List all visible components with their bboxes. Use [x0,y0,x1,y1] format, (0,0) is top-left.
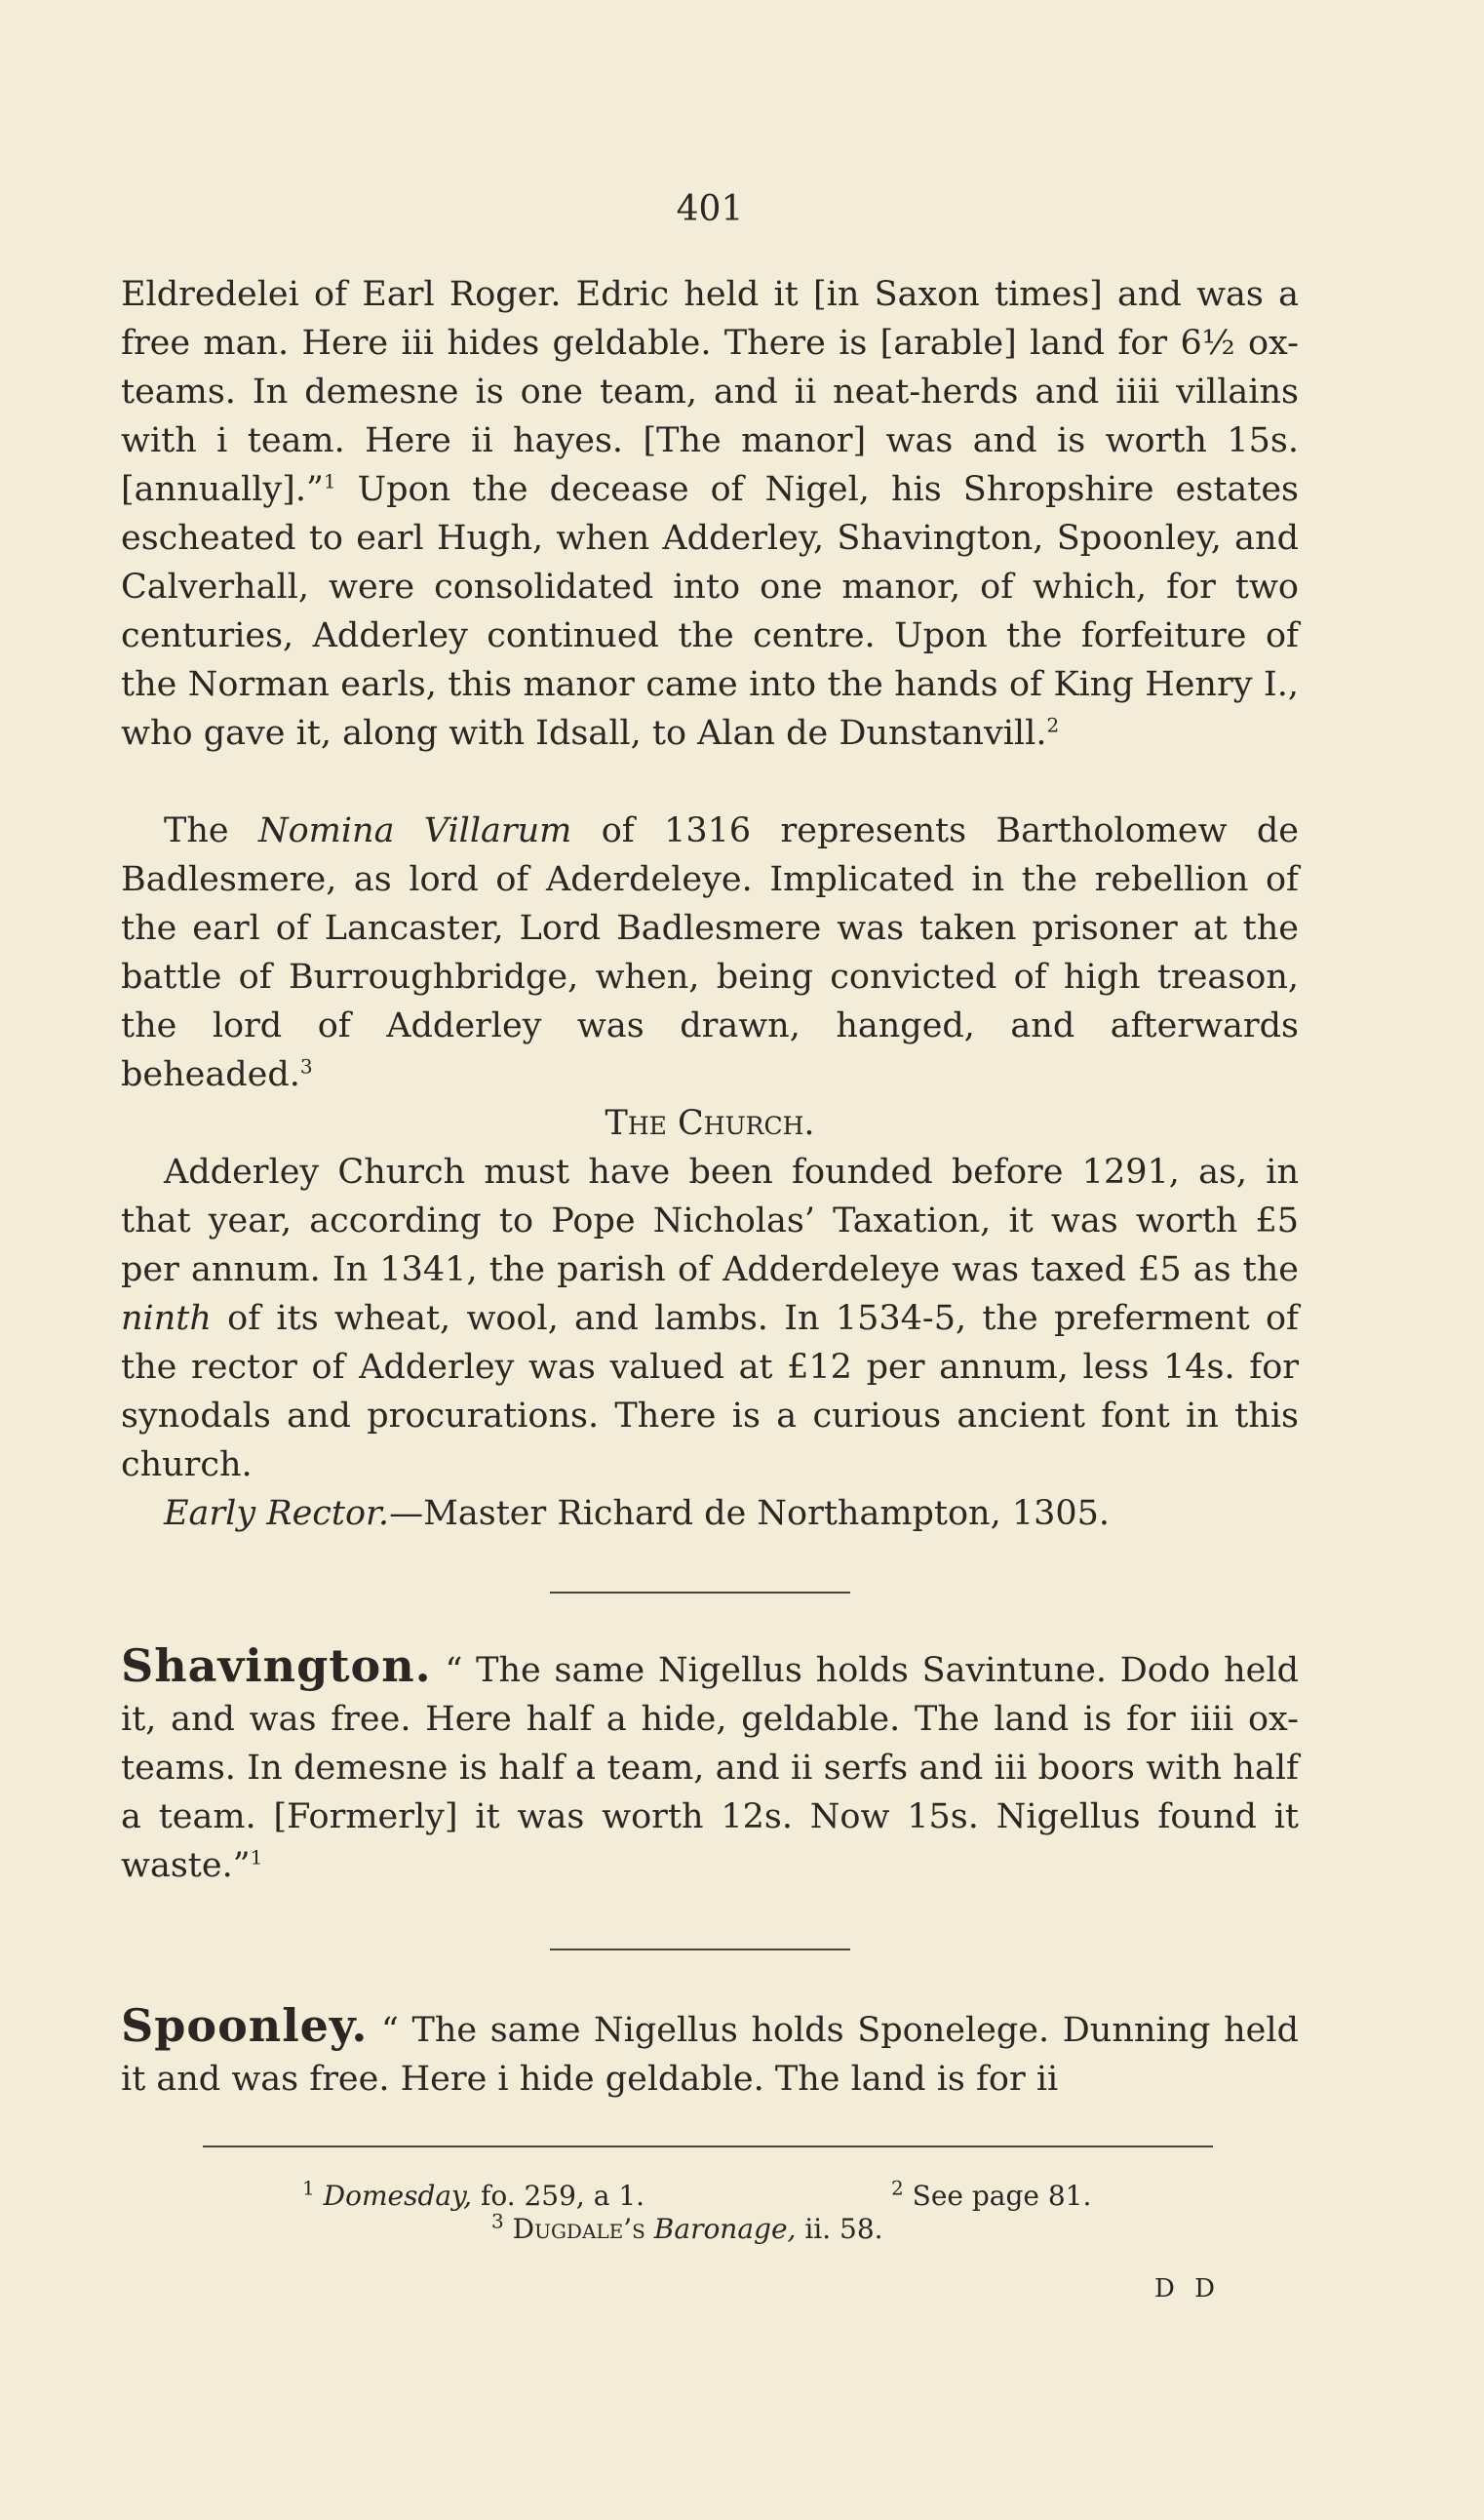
page-number: 401 [676,189,744,229]
fn3-author: Dugdale’s [512,2213,645,2245]
paragraph-church [121,1148,1299,1489]
para2-text-a: The [164,811,258,850]
signature-mark: D D [1154,2274,1221,2303]
fn1-mark: 1 [302,2176,315,2200]
paragraph-spoonley [121,2001,1299,2104]
early-rector-text: —Master Richard de Northampton, 1305. [389,1494,1111,1533]
section-heading-church: The Church. [605,1104,815,1143]
shavington-heading: Shavington. [121,1639,432,1692]
para3-text-a: Adderley Church must have been founded before 1291, as, in that year, according to Pope Nicholas’ Taxation, it was worth £5 per annum. In 1341, the parish of Adderdeleye was taxed £5 as the [121,1153,1299,1289]
early-rector-line [121,1489,1299,1538]
footnote-rule [203,2146,1213,2147]
fn1-text: fo. 259, a 1. [472,2180,645,2212]
fn2-text: See page 81. [903,2180,1092,2212]
footnote-3 [491,2210,883,2249]
footnote-2 [891,2177,1091,2216]
paragraph-domesday-adderley [121,270,1299,758]
early-rector-label: Early Rector. [164,1494,390,1533]
para3-italic-ninth: ninth [121,1299,212,1338]
spoonley-heading: Spoonley. [121,1999,369,2052]
para1-text-b: Upon the decease of Nigel, his Shropshire estates escheated to earl Hugh, when Adderley, Shavington, Spoonley, and Calverhall, were consolidated into one manor, of which, for two centuries, Adderley continued the centre. Upon the forfeiture of the Norman earls, this manor came into the hands of King Henry I., who gave it, along with Idsall, to Alan de Dunstanvill. [121,470,1299,753]
para1-text-a: Eldredelei of Earl Roger. Edric held it [in Saxon times] and was a free man. Here iii hides geldable. There is [arable] land for 6½ ox-teams. In demesne is one team, and ii neat-herds and iiii villains with i team. Here ii hayes. [The manor] was and is worth 15s. [annually].” [121,275,1299,509]
spoonley-text: “ The same Nigellus holds Sponelege. Dunning held it and was free. Here i hide geldable. The land is for ii [121,2011,1299,2099]
section-divider-2 [550,1949,850,1950]
para2-text-b: of 1316 represents Bartholomew de Badlesmere, as lord of Aderdeleye. Implicated in the rebellion of the earl of Lancaster, Lord Badlesmere was taken prisoner at the battle of Burroughbridge, when, being convicted of high treason, the lord of Adderley was drawn, hanged, and afterwards beheaded. [121,811,1300,1094]
para2-italic-title: Nomina Villarum [257,811,572,850]
footnote-ref-1[interactable]: 1 [323,469,336,493]
fn3-text: ii. 58. [796,2213,883,2245]
section-divider-1 [550,1592,850,1594]
paragraph-nomina-villarum [121,807,1299,1099]
footnote-ref-3[interactable]: 3 [299,1054,313,1079]
shavington-text: “ The same Nigellus holds Savintune. Dodo held it, and was free. Here half a hide, geldable. The land is for iiii ox-teams. In demesne is half a team, and ii serfs and iii boors with half a team. [Formerly] it was worth 12s. Now 15s. Nigellus found it waste.” [121,1651,1299,1885]
fn1-italic: Domesday, [323,2180,473,2212]
footnote-ref-1b[interactable]: 1 [250,1845,263,1870]
fn3-mark: 3 [491,2209,504,2233]
para3-text-b: of its wheat, wool, and lambs. In 1534-5, the preferment of the rector of Adderley was valued at £12 per annum, less 14s. for synodals and procurations. There is a curious ancient font in this church. [121,1299,1299,1484]
paragraph-shavington [121,1641,1299,1890]
fn3-italic: Baronage, [653,2213,797,2245]
fn2-mark: 2 [891,2176,904,2200]
footnote-ref-2[interactable]: 2 [1046,713,1060,737]
